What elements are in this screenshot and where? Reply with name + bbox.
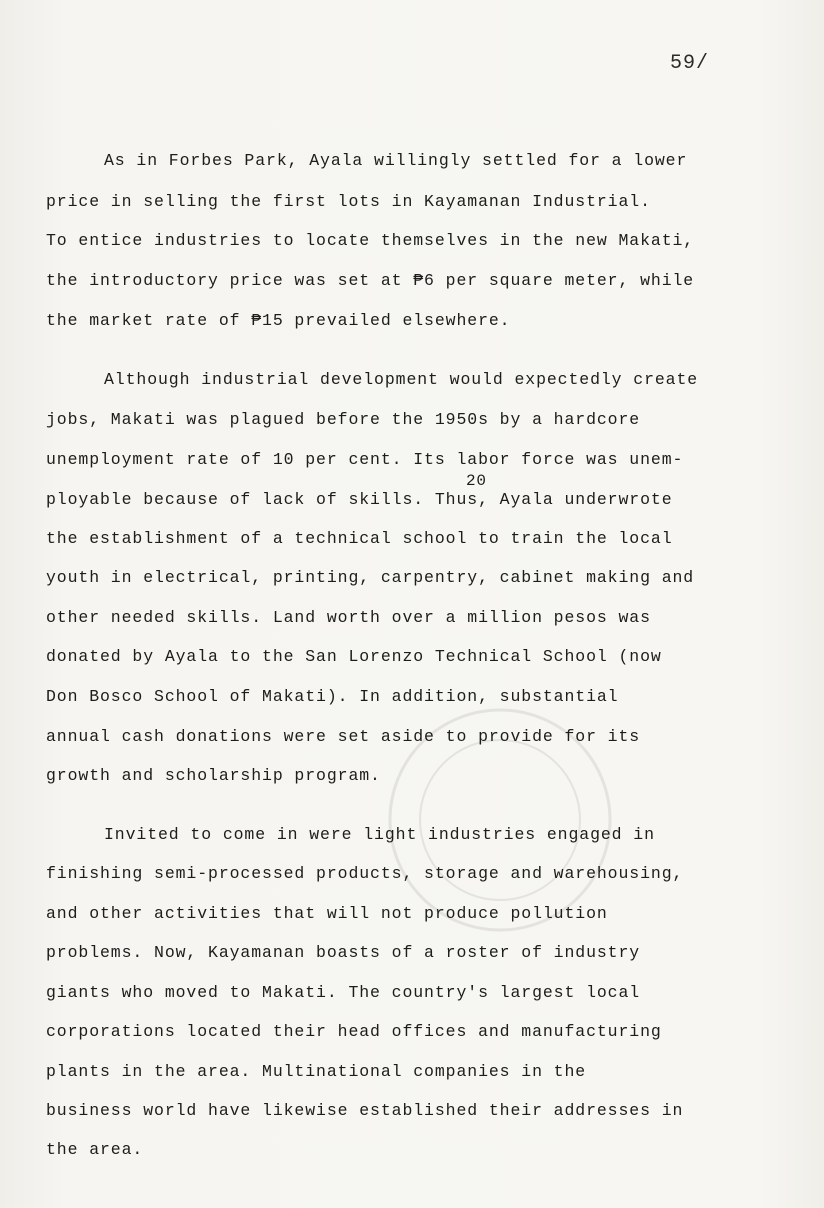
text-line-17: Invited to come in were light industries engaged in [104,825,655,844]
text-line-9: ployable because of lack of skills. Thus, Ayala underwrote [46,490,673,509]
text-line-11: youth in electrical, printing, carpentry, cabinet making and [46,568,695,587]
text-line-21: giants who moved to Makati. The country's largest local [46,983,641,1002]
text-line-7: jobs, Makati was plagued before the 1950s by a hardcore [46,410,641,429]
text-line-24: business world have likewise established their addresses in [46,1101,684,1120]
text-line-22: corporations located their head offices and manufacturing [46,1022,662,1041]
text-line-18: finishing semi-processed products, storage and warehousing, [46,864,684,883]
text-line-4: the introductory price was set at ₱6 per square meter, while [46,271,695,290]
text-line-8: unemployment rate of 10 per cent. Its labor force was unem- [46,450,684,469]
text-line-25: the area. [46,1140,144,1159]
text-line-23: plants in the area. Multinational companies in the [46,1062,587,1081]
text-line-1: As in Forbes Park, Ayala willingly settled for a lower [104,151,688,170]
text-line-13: donated by Ayala to the San Lorenzo Technical School (now [46,647,662,666]
page-number: 59/ [670,52,710,75]
text-line-2: price in selling the first lots in Kayamanan Industrial. [46,192,651,211]
text-line-5: the market rate of ₱15 prevailed elsewhere. [46,311,511,330]
text-line-12: other needed skills. Land worth over a million pesos was [46,608,651,627]
text-line-20: problems. Now, Kayamanan boasts of a roster of industry [46,943,641,962]
footnote-reference: 20 [466,472,487,490]
text-line-16: growth and scholarship program. [46,766,381,785]
text-line-3: To entice industries to locate themselves in the new Makati, [46,231,695,250]
text-line-14: Don Bosco School of Makati). In addition, substantial [46,687,619,706]
text-line-15: annual cash donations were set aside to provide for its [46,727,641,746]
text-line-6: Although industrial development would expectedly create [104,370,699,389]
text-line-19: and other activities that will not produce pollution [46,904,608,923]
text-line-10: the establishment of a technical school to train the local [46,529,673,548]
